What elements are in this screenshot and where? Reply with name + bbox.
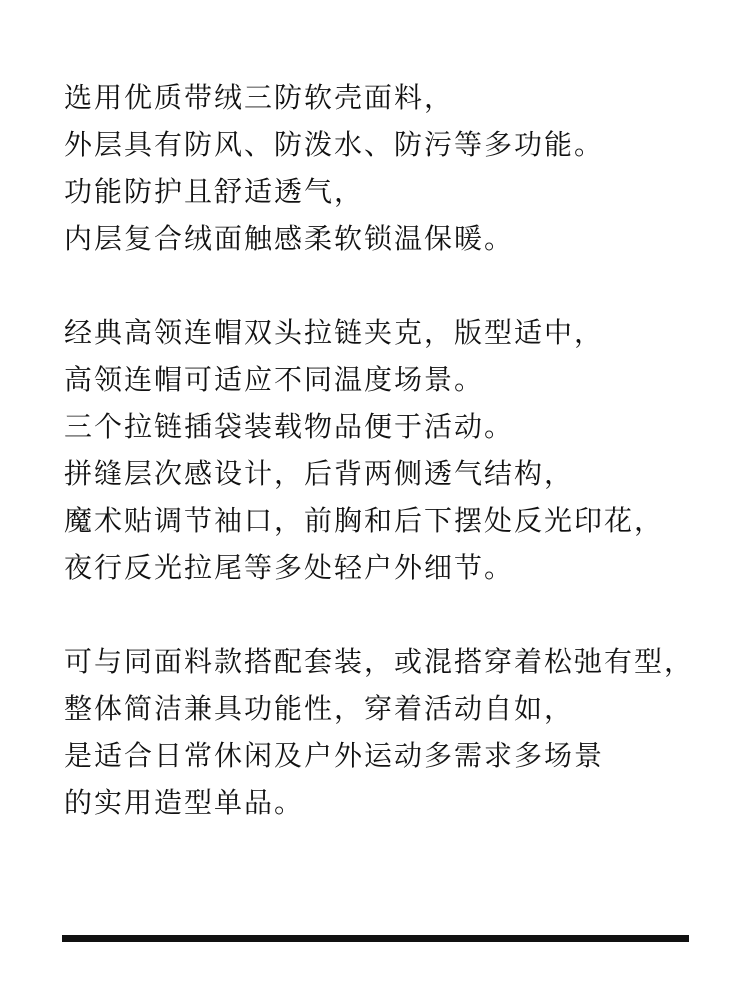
text-line: 三个拉链插袋装载物品便于活动。 [64, 410, 515, 443]
text-line: 经典高领连帽双头拉链夹克，版型适中， [64, 316, 605, 349]
text-line: 夜行反光拉尾等多处轻户外细节。 [64, 551, 515, 584]
text-line: 内层复合绒面触感柔软锁温保暖。 [64, 222, 515, 255]
text-line: 拼缝层次感设计，后背两侧透气结构， [64, 457, 575, 490]
paragraph-spacer [64, 591, 724, 638]
paragraph-fabric [64, 74, 724, 262]
text-line: 是适合日常休闲及户外运动多需求多场景 [64, 739, 605, 772]
text-line: 的实用造型单品。 [64, 786, 305, 819]
text-line: 魔术贴调节袖口，前胸和后下摆处反光印花， [64, 504, 665, 537]
text-line: 整体简洁兼具功能性，穿着活动自如， [64, 692, 575, 725]
paragraph-spacer [64, 262, 724, 309]
text-line: 高领连帽可适应不同温度场景。 [64, 363, 485, 396]
text-line: 选用优质带绒三防软壳面料， [64, 81, 455, 114]
text-line: 功能防护且舒适透气， [64, 175, 365, 208]
text-line: 外层具有防风、防泼水、防污等多功能。 [64, 128, 605, 161]
text-line: 可与同面料款搭配套装，或混搭穿着松弛有型， [64, 645, 695, 678]
paragraph-design [64, 309, 724, 591]
bottom-divider [62, 935, 689, 942]
product-description [64, 74, 724, 826]
paragraph-styling [64, 638, 724, 826]
